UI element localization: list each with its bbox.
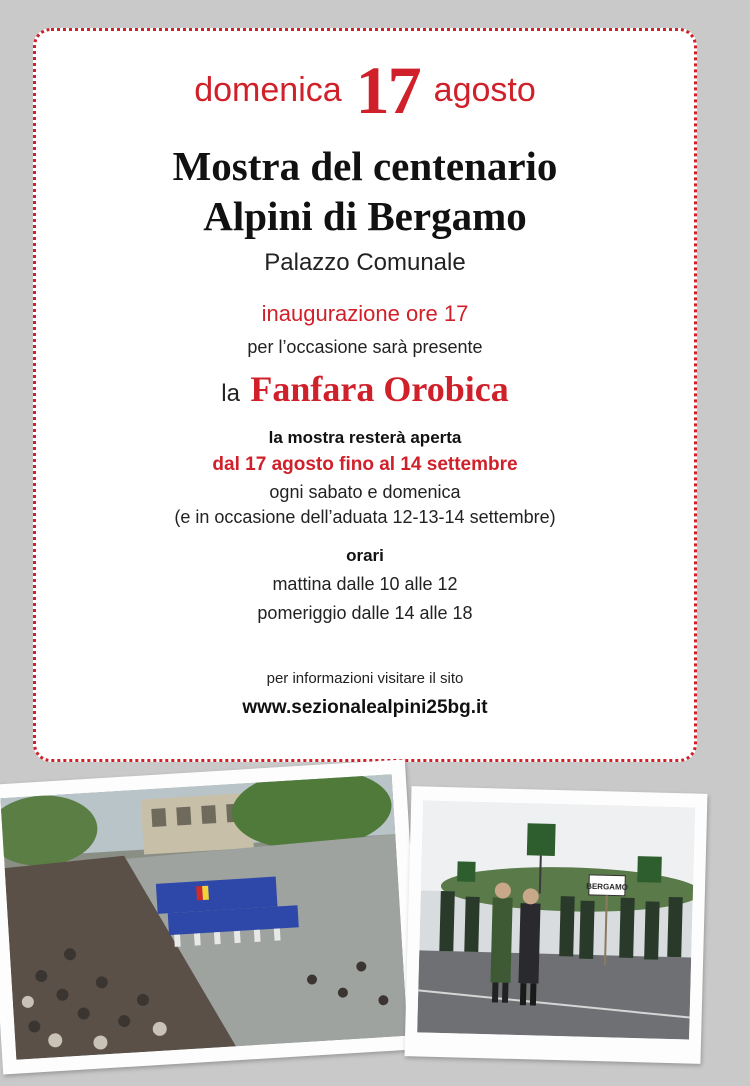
event-place: Palazzo Comunale [264,249,466,276]
date-month: agosto [433,71,536,109]
event-date [36,52,694,128]
fanfara-name: Fanfara Orobica [250,369,509,409]
inauguration-time: inaugurazione ore 17 [261,301,469,326]
parade-image [0,774,407,1059]
opening-note: (e in occasione dell’aduata 12-13-14 settembre) [174,507,556,527]
bergamo-sign-text: BERGAMO [586,881,629,892]
opening-dates: dal 17 agosto fino al 14 settembre [212,454,518,475]
hours-title: orari [346,546,384,565]
website-link[interactable]: www.sezionalealpini25bg.it [242,697,488,718]
event-title [36,141,694,241]
photo-alpini [405,786,708,1064]
title-line-2: Alpini di Bergamo [203,193,527,239]
fanfara-prefix: la [221,380,240,407]
opening-title: la mostra resterà aperta [268,428,462,447]
date-weekday: domenica [194,71,342,109]
event-card [33,28,697,762]
occasion-text: per l’occasione sarà presente [247,337,483,357]
hours-afternoon: pomeriggio dalle 14 alle 18 [257,603,473,623]
photo-parade [0,759,422,1074]
fanfara-line [36,366,694,420]
hours-morning: mattina dalle 10 alle 12 [272,574,458,594]
info-text: per informazioni visitare il sito [266,670,464,687]
title-line-1: Mostra del centenario [172,143,558,189]
alpini-image [417,800,695,1039]
date-day: 17 [355,52,420,128]
opening-days: ogni sabato e domenica [269,482,461,502]
